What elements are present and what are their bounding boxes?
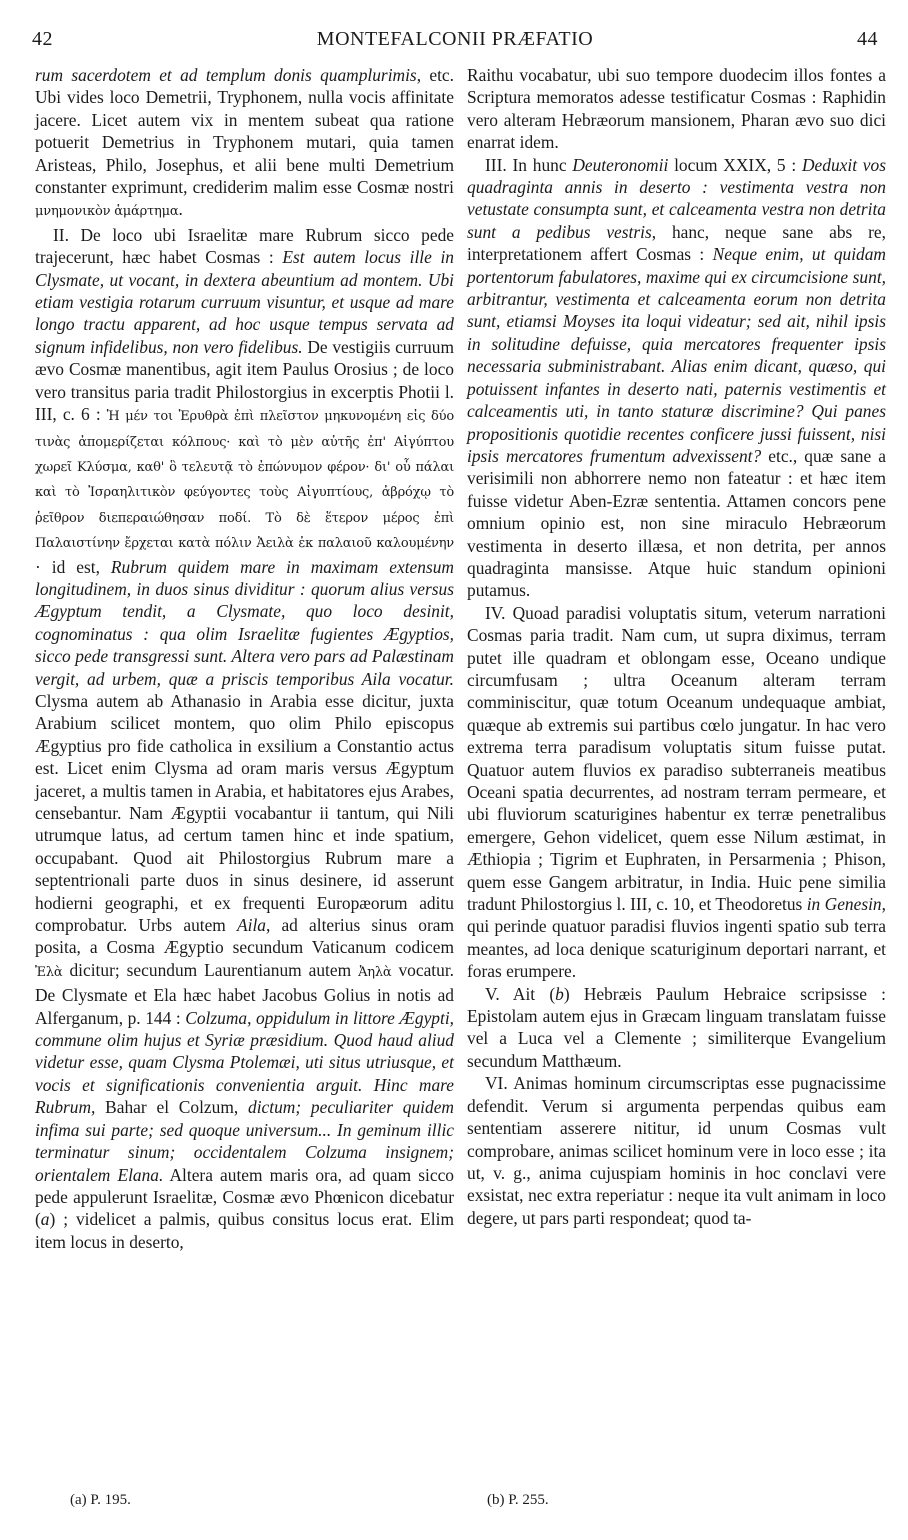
text-run: dicitur; secundum Laurentianum autem	[62, 959, 359, 980]
text-run: .	[178, 199, 183, 220]
greek-text: Ἐλὰ	[35, 964, 63, 980]
italic-text: Neque enim, ut quidam portentorum fabulatores, maxime qui ex circumcisione sunt, arbitrantur, vestimenta et calceamenta eorum non detrita sunt, etiamsi Moyses ita loqui videatur; sed ait, nihil ipsis in solitudine defuisse, quia mercatores frequenter ipsis necessaria subministrabant. Alias enim dicant, quæso, qui potuissent infantes in deserto nati, paternis vestimentis et calceamentis uti, in tanto staturæ discrimine? Qui panes propositionis quotidie recentes conficere jussi fuissent, nisi ipsis mercatores frumentum advexissent?	[467, 244, 886, 466]
italic-text: Aila	[236, 915, 266, 936]
paragraph	[467, 602, 886, 983]
text-run: ) ; videlicet a palmis, quibus consitus locus erat. Elim item locus in deserto,	[35, 1209, 454, 1252]
text-run: Clysma autem ab Athanasio in Arabia esse dicitur, juxta Arabium scilicet montem, quo olim Philo episcopus Ægyptius pro fide catholica in exsilium a Constantio actus est. Licet enim Clysma ad oram maris versus Ægyptum jaceret, a multis tamen in Arabia, et habitatores ejus Arabes, censebantur. Nam Ægyptii vocabantur ii tantum, qui Nili utrumque latus, ad certum tamen hinc et inde spatium, occupabant. Quod ait Philostorgius Rubrum mare a septentrionali parte duos in sinus desinere, id asserunt hodierni geographi, et ex frequenti Europæorum aditu comprobatur. Urbs autem	[35, 690, 454, 936]
italic-text: Deduxit vos quadraginta annis in deserto : vestimenta vestra non vetustate consumpta sunt, et calceamenta vestra non detrita sunt a pedibus vestris	[467, 154, 886, 242]
text-run: De vestigiis curruum ævo Cosmæ manentibus, agit item Paulus Orosius ; de loco vero transitus paria tradit Philostorgius in excerptis Photii l. III, c. 6 :	[35, 336, 454, 425]
text-run: V. Ait (	[485, 983, 556, 1004]
text-run: VI. Animas hominum circumscriptas esse pugnacissime defendit. Verum si argumenta perpendas quibus eam sententiam asserere nititur, id unum Cosmas vult comprobare, animas scilicet hominum vere in loco esse ; ita ut, v. g., anima cujuspiam hominis in hoc conclavi vere exsistat, nec extra reperiatur : neque ita vult animam in loco degere, ut pars parti respondeat; quod ta-	[467, 1073, 886, 1228]
text-run: , etc. Ubi vides loco Demetrii, Tryphonem, nulla vocis affinitate jacere. Licet autem vix in mentem subeat qua ratione potuerit Demetrius in Tryphonem mutari, quia tamen Aristeas, Philo, Josephus, et alii bene multi Demetrium constanter exprimunt, crediderim malim esse Cosmæ nostri	[35, 65, 455, 198]
paragraph	[467, 154, 886, 602]
italic-text: a	[40, 1209, 50, 1230]
italic-text: in Genesin	[806, 894, 882, 915]
paragraph	[467, 983, 886, 1073]
text-run: ) Hebræis Paulum Hebraice scripsisse : Epistolam autem ejus in Græcam linguam translatam fuisse vel a Luca vel a Clemente ; similiterque Evangelium secundum Matthæum.	[467, 983, 886, 1071]
text-run: , qui perinde quatuor paradisi fluvios ingenti spatio sub terra meantes, ad loca denique scaturiginum deportari narrant, et foras erumpere.	[467, 894, 886, 982]
text-run: Raithu vocabatur, ubi suo tempore duodecim illos fontes a Scriptura memoratos adesse testificatur Cosmas : Raphidin vero alteram Hebræorum mansionem, Pharan ævo suo dici enarrat idem.	[467, 65, 886, 153]
right-column	[467, 64, 886, 1229]
text-run: · id est,	[35, 556, 111, 577]
italic-text: b	[555, 983, 564, 1004]
page-number-left: 42	[32, 28, 53, 50]
text-run: , ad alterius sinus oram posita, a Cosma Ægyptio secundum Vaticanum codicem	[35, 915, 454, 958]
running-title: MONTEFALCONII PRÆFATIO	[316, 28, 594, 50]
text-run: II. De loco ubi Israelitæ mare Rubrum sicco pede trajecerunt, hæc habet Cosmas :	[35, 224, 454, 268]
paragraph	[35, 64, 454, 224]
italic-text: dictum; peculiariter quidem infima sui parte; sed quoque universum... In geminum illic terminatur sinum; occidentalem Colzuma insignem; orientalem Elana.	[35, 1097, 454, 1185]
italic-text: Deuteronomii	[572, 154, 669, 175]
footnote-b: (b) P. 255.	[487, 1492, 549, 1508]
text-run: vocatur. De Clysmate et Ela hæc habet Jacobus Golius in notis ad Alferganum, p. 144 :	[35, 959, 454, 1028]
italic-text: Est autem locus ille in Clysmate, ut vocant, in dextera abeuntium ad montem. Ubi etiam vestigia rotarum curruum visuntur, et usque ad mare longo tractu apparent, ad hoc usque tempus servata ad signum infidelibus, non vero fidelibus.	[35, 247, 454, 357]
text-run: Bahar el Colzum,	[95, 1097, 248, 1118]
italic-text: rum sacerdotem et ad templum donis quamplurimis	[35, 65, 417, 85]
text-run: IV. Quoad paradisi voluptatis situm, veterum narrationi Cosmas paria tradit. Nam cum, ut supra diximus, terram putet ille quadram et oblongam esse, Oceano undique circumfusam ; ultra Oceanum alteram terram comminiscitur, quæ totum Oceanum undequaque ambiat, quæque ab extremis sui partibus cœlo jungatur. In hac vero extrema terra paradisum voluptatis situm fuisse putat. Quatuor autem fluvios ex paradiso subterraneis meatibus Oceani spatia decurrentes, ad nostram terram permeare, et ubi fluviorum scaturigines habentur ex terræ penetralibus emergere, Gehon videlicet, quem esse Nilum æstimat, in Æthiopia ; Tigrim et Euphraten, in Persarmenia ; Phison, quem esse Gangem arbitratur, in India. Huic pene similia tradunt Philostorgius l. III, c. 10, et Theodoretus	[467, 602, 886, 915]
text-run: III. In hunc	[485, 154, 573, 175]
page-number-right: 44	[857, 28, 878, 50]
text-run: locum XXIX, 5 :	[668, 154, 802, 175]
italic-text: Rubrum quidem mare in maximam extensum longitudinem, in duos sinus dividitur : quorum alius versus Ægyptum tendit, a Clysmate, quo loco desinit, cognominatus : qua olim Israelitæ fugientes Ægyptios, sicco pede transgressi sunt. Altera vero pars ad Palæstinam vergit, ad urbem, quæ a priscis temporibus Aila vocatur.	[35, 556, 454, 689]
footnote-a: (a) P. 195.	[70, 1492, 131, 1508]
paragraph	[467, 64, 886, 154]
left-column	[35, 64, 454, 1253]
text-run: etc., quæ sane a verisimili non abhorrere nemo non fateatur : et hæc item fuisse videtur Aben-Ezræ sententia. Attamen concors pene omnium opinio est, non sine miraculo Hebræorum vestimenta in deserto illæsa, et non detrita, per annos quadraginta mansisse. Atque huic standum opinioni putamus.	[467, 445, 886, 601]
greek-text: Ἡ μέν τοι Ἐρυθρὰ ἐπὶ πλεῖστον μηκυνομένη εἰς δύο τινὰς ἀπομερίζεται κόλπους· καὶ τὸ μὲν αὐτῆς ἐπ' Αἰγύπτου χωρεῖ Κλύσμα, καθ' ὃ τελευτᾷ τὸ ἐπώνυμον φέρον· δι' οὗ πάλαι καὶ τὸ Ἰσραηλιτικὸν φεύγοντες τοὺς Αἰγυπτίους, ἀβρόχῳ τὸ ῥεῖθρον διεπεραιώθησαν ποδί. Τὸ δὲ ἕτερον μέρος ἐπὶ Παλαιστίνην ἔρχεται κατὰ πόλιν Ἀειλὰ ἐκ παλαιοῦ καλουμένην	[35, 409, 454, 552]
greek-text: Ἀηλὰ	[358, 964, 392, 980]
text-run: , hanc, neque sane abs re, interpretationem affert Cosmas :	[467, 221, 886, 265]
greek-text: μνημονικὸν ἁμάρτημα	[35, 204, 179, 220]
paragraph	[35, 224, 454, 1253]
italic-text: Colzuma, oppidulum in littore Ægypti, commune olim hujus et Syriæ præsidium. Quod haud aliud videtur esse, quam Clysma Ptolemæi, uti situs utriusque, et vocis et significationis convenientia arguit. Hinc mare Rubrum,	[35, 1007, 454, 1118]
page-header	[32, 28, 878, 56]
text-run: Altera autem maris ora, ad quam sicco pede appulerunt Israelitæ, Cosmæ ævo Phœnicon dicebatur (	[35, 1164, 454, 1230]
paragraph	[467, 1072, 886, 1229]
